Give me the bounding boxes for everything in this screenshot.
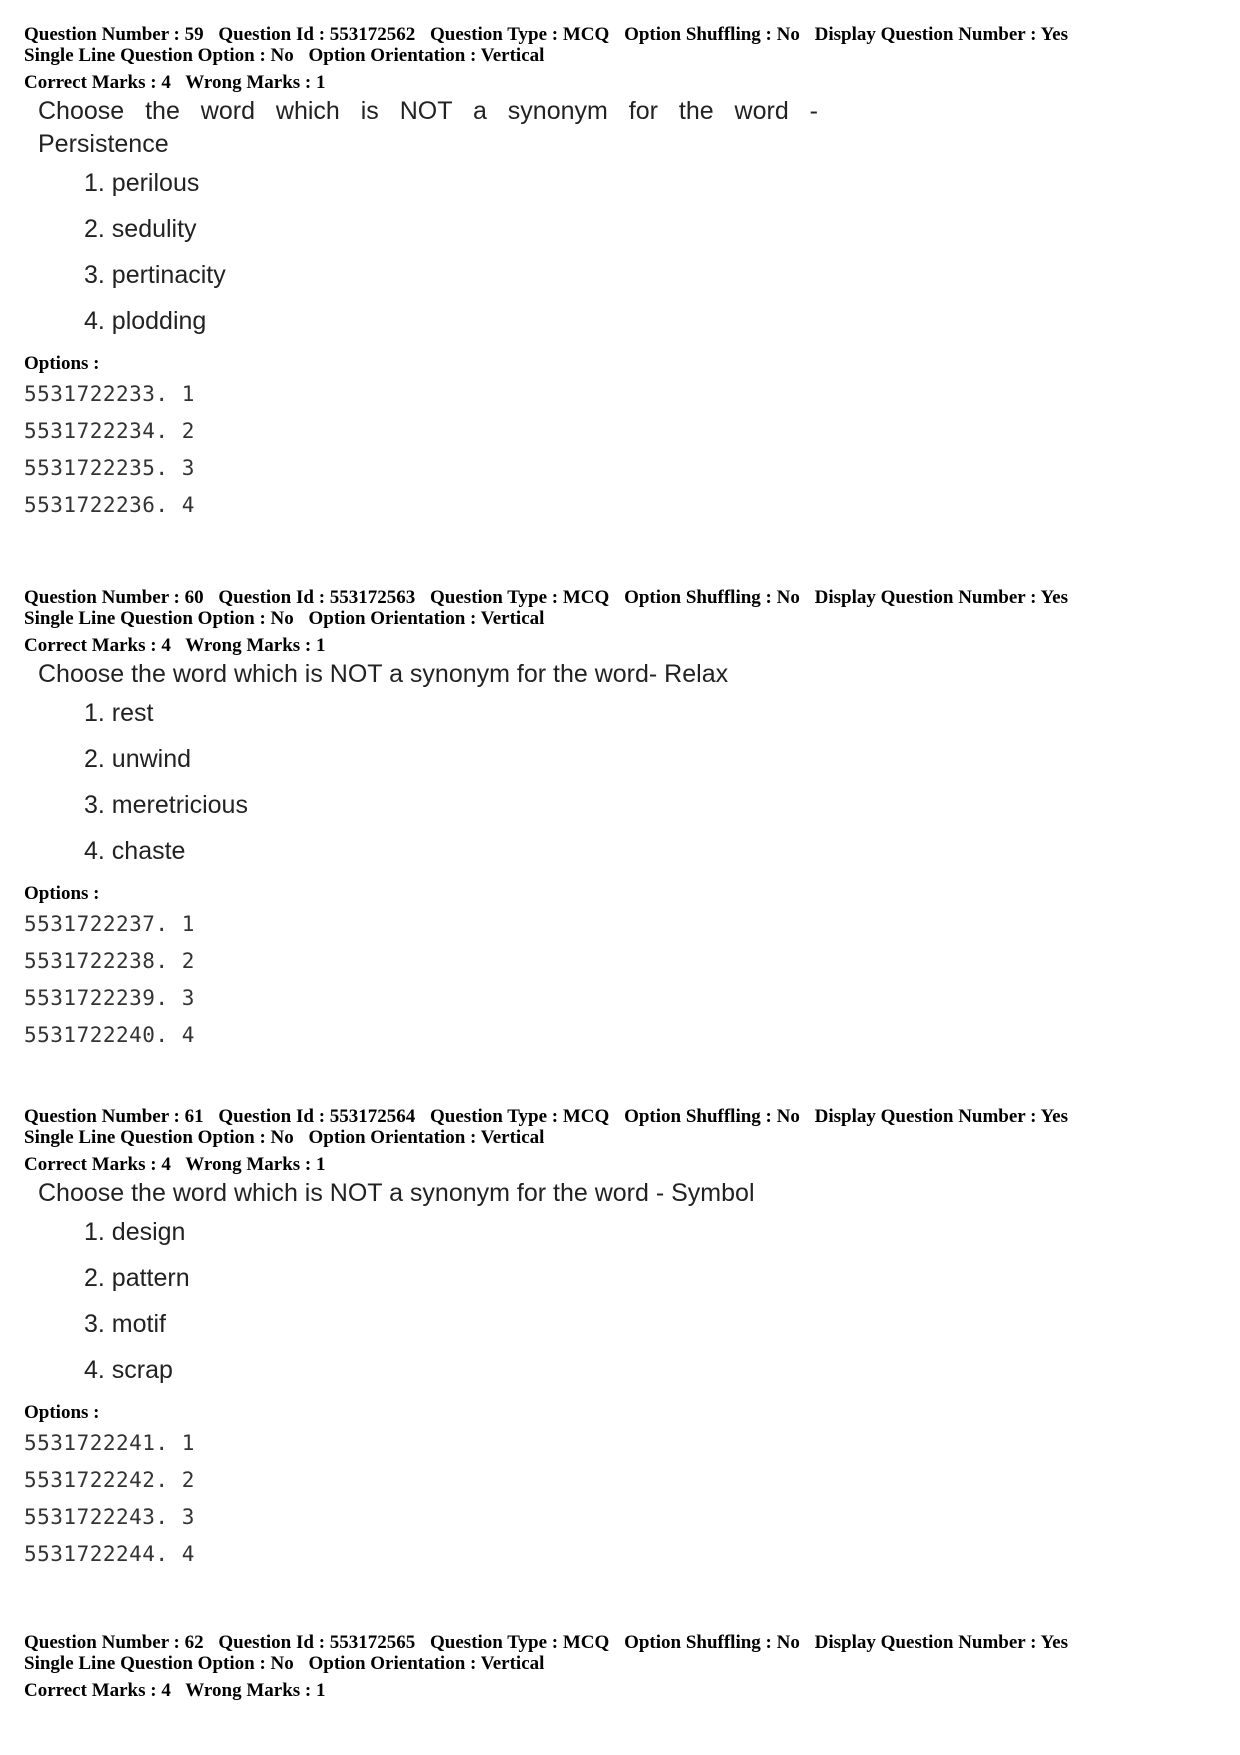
option-id-item: 5531722239. 3 (24, 986, 195, 1010)
single-line-option: Single Line Question Option : No (24, 608, 294, 629)
display-question-number: Display Question Number : Yes (814, 1106, 1068, 1127)
single-line-option: Single Line Question Option : No (24, 1127, 294, 1148)
choice-item: 3. motif (84, 1310, 166, 1338)
display-question-number: Display Question Number : Yes (814, 1632, 1068, 1653)
question-block-60 (24, 587, 1224, 1057)
question-meta (24, 587, 1224, 608)
question-id: Question Id : 553172562 (218, 24, 416, 45)
wrong-marks: Wrong Marks : 1 (185, 1154, 326, 1175)
option-id-list (24, 1428, 1224, 1576)
question-meta (24, 1106, 1224, 1127)
option-id-item: 5531722236. 4 (24, 493, 195, 517)
option-orientation: Option Orientation : Vertical (308, 608, 545, 629)
question-text: Choose the word which is NOT a synonym for the word- Relax (38, 660, 729, 688)
question-number: Question Number : 61 (24, 1106, 204, 1127)
single-line-option: Single Line Question Option : No (24, 45, 294, 66)
correct-marks: Correct Marks : 4 (24, 72, 171, 93)
wrong-marks: Wrong Marks : 1 (185, 635, 326, 656)
choice-item: 2. sedulity (84, 215, 197, 243)
wrong-marks: Wrong Marks : 1 (185, 1680, 326, 1701)
option-orientation: Option Orientation : Vertical (308, 1653, 545, 1674)
marks-line (24, 1154, 1224, 1175)
option-id-item: 5531722237. 1 (24, 912, 195, 936)
option-orientation: Option Orientation : Vertical (308, 45, 545, 66)
option-shuffling: Option Shuffling : No (624, 24, 800, 45)
question-number: Question Number : 62 (24, 1632, 204, 1653)
option-id-item: 5531722240. 4 (24, 1023, 195, 1047)
choice-item: 4. plodding (84, 307, 207, 335)
option-id-item: 5531722238. 2 (24, 949, 195, 973)
options-label: Options : (24, 353, 100, 374)
wrong-marks: Wrong Marks : 1 (185, 72, 326, 93)
choice-item: 1. perilous (84, 169, 200, 197)
correct-marks: Correct Marks : 4 (24, 635, 171, 656)
choice-item: 2. pattern (84, 1264, 190, 1292)
option-id-item: 5531722242. 2 (24, 1468, 195, 1492)
option-id-item: 5531722235. 3 (24, 456, 195, 480)
question-meta-line2 (24, 45, 1224, 66)
question-number: Question Number : 59 (24, 24, 204, 45)
question-type: Question Type : MCQ (430, 1106, 610, 1127)
choice-item: 4. scrap (84, 1356, 173, 1384)
option-id-item: 5531722244. 4 (24, 1542, 195, 1566)
option-orientation: Option Orientation : Vertical (308, 1127, 545, 1148)
option-shuffling: Option Shuffling : No (624, 1632, 800, 1653)
choice-list (84, 167, 1224, 351)
options-label: Options : (24, 883, 100, 904)
display-question-number: Display Question Number : Yes (814, 587, 1068, 608)
correct-marks: Correct Marks : 4 (24, 1680, 171, 1701)
question-id: Question Id : 553172563 (218, 587, 416, 608)
choice-item: 3. meretricious (84, 791, 248, 819)
marks-line (24, 72, 1224, 93)
question-type: Question Type : MCQ (430, 587, 610, 608)
question-block-59 (24, 24, 1224, 527)
display-question-number: Display Question Number : Yes (814, 24, 1068, 45)
question-meta (24, 24, 1224, 45)
options-label: Options : (24, 1402, 100, 1423)
question-block-61 (24, 1106, 1224, 1576)
choice-list (84, 1216, 1224, 1400)
correct-marks: Correct Marks : 4 (24, 1154, 171, 1175)
marks-line (24, 1680, 1224, 1701)
marks-line (24, 635, 1224, 656)
option-id-item: 5531722233. 1 (24, 382, 195, 406)
question-meta-line2 (24, 1127, 1224, 1148)
option-id-item: 5531722234. 2 (24, 419, 195, 443)
option-id-item: 5531722243. 3 (24, 1505, 195, 1529)
single-line-option: Single Line Question Option : No (24, 1653, 294, 1674)
choice-list (84, 697, 1224, 881)
option-shuffling: Option Shuffling : No (624, 1106, 800, 1127)
choice-item: 1. rest (84, 699, 154, 727)
question-text: Choose the word which is NOT a synonym for the word - Persistence (38, 97, 818, 158)
choice-item: 1. design (84, 1218, 186, 1246)
choice-item: 3. pertinacity (84, 261, 226, 289)
question-meta-line2 (24, 1653, 1224, 1674)
option-id-item: 5531722241. 1 (24, 1431, 195, 1455)
question-meta (24, 1632, 1224, 1653)
question-id: Question Id : 553172564 (218, 1106, 416, 1127)
question-type: Question Type : MCQ (430, 24, 610, 45)
option-shuffling: Option Shuffling : No (624, 587, 800, 608)
choice-item: 2. unwind (84, 745, 192, 773)
option-id-list (24, 379, 1224, 527)
choice-item: 4. chaste (84, 837, 186, 865)
question-id: Question Id : 553172565 (218, 1632, 416, 1653)
question-text: Choose the word which is NOT a synonym for the word - Symbol (38, 1179, 755, 1207)
question-type: Question Type : MCQ (430, 1632, 610, 1653)
question-block-62 (24, 1632, 1224, 1701)
question-number: Question Number : 60 (24, 587, 204, 608)
question-meta-line2 (24, 608, 1224, 629)
option-id-list (24, 909, 1224, 1057)
